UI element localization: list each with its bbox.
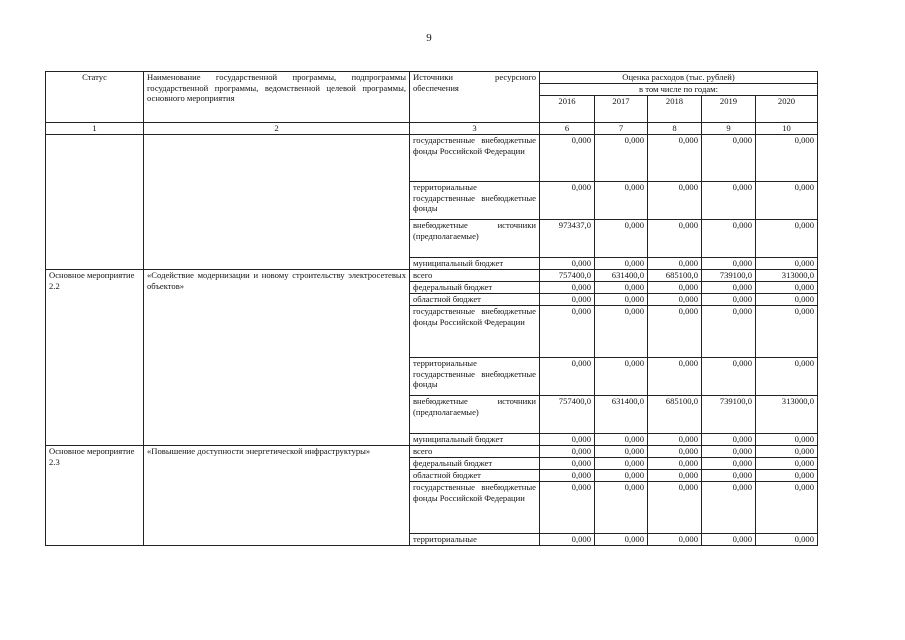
value-cell: 0,000: [756, 434, 818, 446]
value-cell: 0,000: [756, 446, 818, 458]
column-number: 7: [595, 123, 648, 135]
value-cell: 0,000: [756, 458, 818, 470]
status-cell: [46, 135, 144, 270]
value-cell: 0,000: [595, 182, 648, 220]
value-cell: 0,000: [540, 182, 595, 220]
value-cell: 757400,0: [540, 270, 595, 282]
column-number: 10: [756, 123, 818, 135]
value-cell: 0,000: [648, 446, 702, 458]
value-cell: 0,000: [648, 182, 702, 220]
value-cell: 0,000: [756, 534, 818, 546]
value-cell: 0,000: [756, 182, 818, 220]
source-cell: государственные внебюджетные фонды Российской Федерации: [410, 135, 540, 182]
value-cell: 685100,0: [648, 396, 702, 434]
value-cell: 0,000: [648, 220, 702, 258]
column-number: 1: [46, 123, 144, 135]
value-cell: 0,000: [702, 446, 756, 458]
value-cell: 0,000: [756, 220, 818, 258]
value-cell: 0,000: [756, 470, 818, 482]
value-cell: 631400,0: [595, 396, 648, 434]
value-cell: 0,000: [595, 306, 648, 358]
value-cell: 0,000: [702, 182, 756, 220]
header-year: 2016: [540, 96, 595, 123]
source-cell: федеральный бюджет: [410, 458, 540, 470]
column-number: 9: [702, 123, 756, 135]
value-cell: 0,000: [540, 458, 595, 470]
source-cell: федеральный бюджет: [410, 282, 540, 294]
value-cell: 0,000: [595, 470, 648, 482]
value-cell: 0,000: [648, 258, 702, 270]
value-cell: 0,000: [648, 358, 702, 396]
value-cell: 0,000: [648, 482, 702, 534]
value-cell: 0,000: [756, 282, 818, 294]
expenditure-table: [45, 71, 818, 546]
value-cell: 739100,0: [702, 270, 756, 282]
header-year: 2019: [702, 96, 756, 123]
value-cell: 0,000: [540, 135, 595, 182]
value-cell: 0,000: [540, 470, 595, 482]
page-number: 9: [426, 32, 432, 44]
value-cell: 0,000: [648, 282, 702, 294]
value-cell: 0,000: [702, 306, 756, 358]
value-cell: 0,000: [540, 434, 595, 446]
value-cell: 0,000: [648, 534, 702, 546]
source-cell: всего: [410, 446, 540, 458]
value-cell: 0,000: [595, 482, 648, 534]
value-cell: 0,000: [756, 258, 818, 270]
value-cell: 0,000: [595, 258, 648, 270]
source-cell: территориальные: [410, 534, 540, 546]
value-cell: 0,000: [595, 434, 648, 446]
value-cell: 0,000: [540, 294, 595, 306]
value-cell: 685100,0: [648, 270, 702, 282]
table-row: [46, 270, 818, 282]
value-cell: 0,000: [540, 534, 595, 546]
value-cell: 0,000: [702, 358, 756, 396]
value-cell: 0,000: [595, 282, 648, 294]
value-cell: 0,000: [756, 306, 818, 358]
value-cell: 0,000: [540, 282, 595, 294]
value-cell: 0,000: [702, 470, 756, 482]
source-cell: территориальные государственные внебюджетные фонды: [410, 182, 540, 220]
value-cell: 0,000: [702, 534, 756, 546]
value-cell: 0,000: [702, 458, 756, 470]
value-cell: 0,000: [540, 358, 595, 396]
value-cell: 973437,0: [540, 220, 595, 258]
header-year: 2018: [648, 96, 702, 123]
name-cell: «Повышение доступности энергетической инфраструктуры»: [144, 446, 410, 546]
value-cell: 0,000: [756, 482, 818, 534]
column-number: 3: [410, 123, 540, 135]
value-cell: 757400,0: [540, 396, 595, 434]
source-cell: областной бюджет: [410, 470, 540, 482]
value-cell: 0,000: [648, 294, 702, 306]
value-cell: 0,000: [595, 458, 648, 470]
value-cell: 0,000: [702, 434, 756, 446]
value-cell: 0,000: [648, 434, 702, 446]
value-cell: 0,000: [540, 306, 595, 358]
value-cell: 0,000: [702, 282, 756, 294]
header-by-years: в том числе по годам:: [540, 84, 818, 96]
source-cell: государственные внебюджетные фонды Российской Федерации: [410, 306, 540, 358]
value-cell: 0,000: [756, 135, 818, 182]
column-number: 6: [540, 123, 595, 135]
source-cell: областной бюджет: [410, 294, 540, 306]
value-cell: 0,000: [540, 258, 595, 270]
source-cell: муниципальный бюджет: [410, 258, 540, 270]
header-year: 2017: [595, 96, 648, 123]
value-cell: 313000,0: [756, 396, 818, 434]
value-cell: 0,000: [595, 220, 648, 258]
header-year: 2020: [756, 96, 818, 123]
name-cell: «Содействие модернизации и новому строительству электросетевых объектов»: [144, 270, 410, 446]
value-cell: 0,000: [702, 135, 756, 182]
status-cell: Основное мероприятие 2.3: [46, 446, 144, 546]
header-source: Источники ресурсного обеспечения: [410, 72, 540, 123]
value-cell: 0,000: [540, 482, 595, 534]
status-cell: Основное мероприятие 2.2: [46, 270, 144, 446]
value-cell: 313000,0: [756, 270, 818, 282]
value-cell: 0,000: [756, 358, 818, 396]
table-row: [46, 446, 818, 458]
value-cell: 0,000: [702, 294, 756, 306]
source-cell: внебюджетные источники (предполагаемые): [410, 396, 540, 434]
value-cell: 0,000: [702, 258, 756, 270]
header-name: Наименование государственной программы, подпрограммы государственной программы, ведомственной целевой программы, основного мероприятия: [144, 72, 410, 123]
value-cell: 0,000: [595, 135, 648, 182]
name-cell: [144, 135, 410, 270]
value-cell: 0,000: [648, 306, 702, 358]
value-cell: 739100,0: [702, 396, 756, 434]
value-cell: 0,000: [648, 135, 702, 182]
value-cell: 0,000: [595, 358, 648, 396]
source-cell: государственные внебюджетные фонды Российской Федерации: [410, 482, 540, 534]
column-number: 8: [648, 123, 702, 135]
source-cell: территориальные государственные внебюджетные фонды: [410, 358, 540, 396]
value-cell: 0,000: [702, 482, 756, 534]
value-cell: 0,000: [595, 534, 648, 546]
value-cell: 0,000: [595, 294, 648, 306]
value-cell: 631400,0: [595, 270, 648, 282]
header-estimate: Оценка расходов (тыс. рублей): [540, 72, 818, 84]
value-cell: 0,000: [702, 220, 756, 258]
header-status: Статус: [46, 72, 144, 123]
value-cell: 0,000: [648, 458, 702, 470]
source-cell: всего: [410, 270, 540, 282]
table-row: [46, 135, 818, 182]
source-cell: внебюджетные источники (предполагаемые): [410, 220, 540, 258]
source-cell: муниципальный бюджет: [410, 434, 540, 446]
value-cell: 0,000: [648, 470, 702, 482]
value-cell: 0,000: [756, 294, 818, 306]
value-cell: 0,000: [540, 446, 595, 458]
column-number: 2: [144, 123, 410, 135]
value-cell: 0,000: [595, 446, 648, 458]
